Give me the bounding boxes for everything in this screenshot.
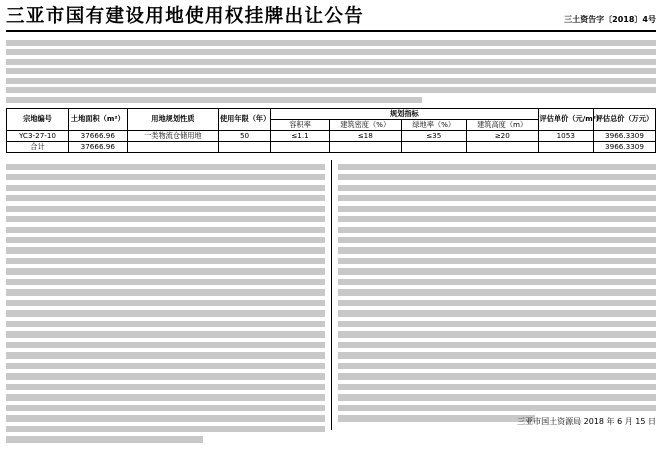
th-height: 建筑高度（m） (466, 119, 538, 130)
th-total: 评估总价（万元） (593, 108, 655, 130)
th-green: 绿地率（%） (401, 119, 466, 130)
body-left-column-illegible (6, 160, 332, 430)
notice-reference-number: 三土资告字〔2018〕4号 (564, 15, 656, 24)
th-lot-no: 宗地编号 (7, 108, 69, 130)
cell-green: ≤35 (401, 130, 466, 141)
table-total-row (7, 141, 656, 152)
table-row (7, 130, 656, 141)
th-use: 用地规划性质 (127, 108, 218, 130)
notice-signoff: 三亚市国土资源局 2018 年 6 月 15 日 (517, 416, 656, 426)
notice-header (6, 4, 656, 28)
cell-total-area: 37666.96 (68, 141, 127, 152)
cell-height: ≥20 (466, 130, 538, 141)
cell-density: ≤18 (329, 130, 401, 141)
cell-total-price: 3966.3309 (593, 141, 655, 152)
cell-area: 37666.96 (68, 130, 127, 141)
th-density: 建筑密度（%） (329, 119, 401, 130)
cell-term: 50 (218, 130, 270, 141)
cell-total: 3966.3309 (593, 130, 655, 141)
parcel-table (6, 108, 656, 153)
cell-price: 1053 (538, 130, 593, 141)
th-price: 评估单价（元/m²） (538, 108, 593, 130)
cell-use: 一类物流仓储用地 (127, 130, 218, 141)
cell-total-label: 合计 (7, 141, 69, 152)
notice-title: 三亚市国有建设用地使用权挂牌出让公告 (6, 6, 365, 27)
body-right-column-illegible (338, 164, 657, 422)
body-right-column (332, 160, 657, 430)
intro-paragraph-illegible (6, 32, 656, 103)
cell-far: ≤1.1 (271, 130, 330, 141)
th-planning: 规划指标 (271, 108, 538, 119)
th-far: 容积率 (271, 119, 330, 130)
th-area: 土地面积（m²） (68, 108, 127, 130)
table-header-row-1 (7, 108, 656, 119)
notice-body (6, 160, 656, 430)
cell-lot-no: YC3-27-10 (7, 130, 69, 141)
th-term: 使用年限（年） (218, 108, 270, 130)
